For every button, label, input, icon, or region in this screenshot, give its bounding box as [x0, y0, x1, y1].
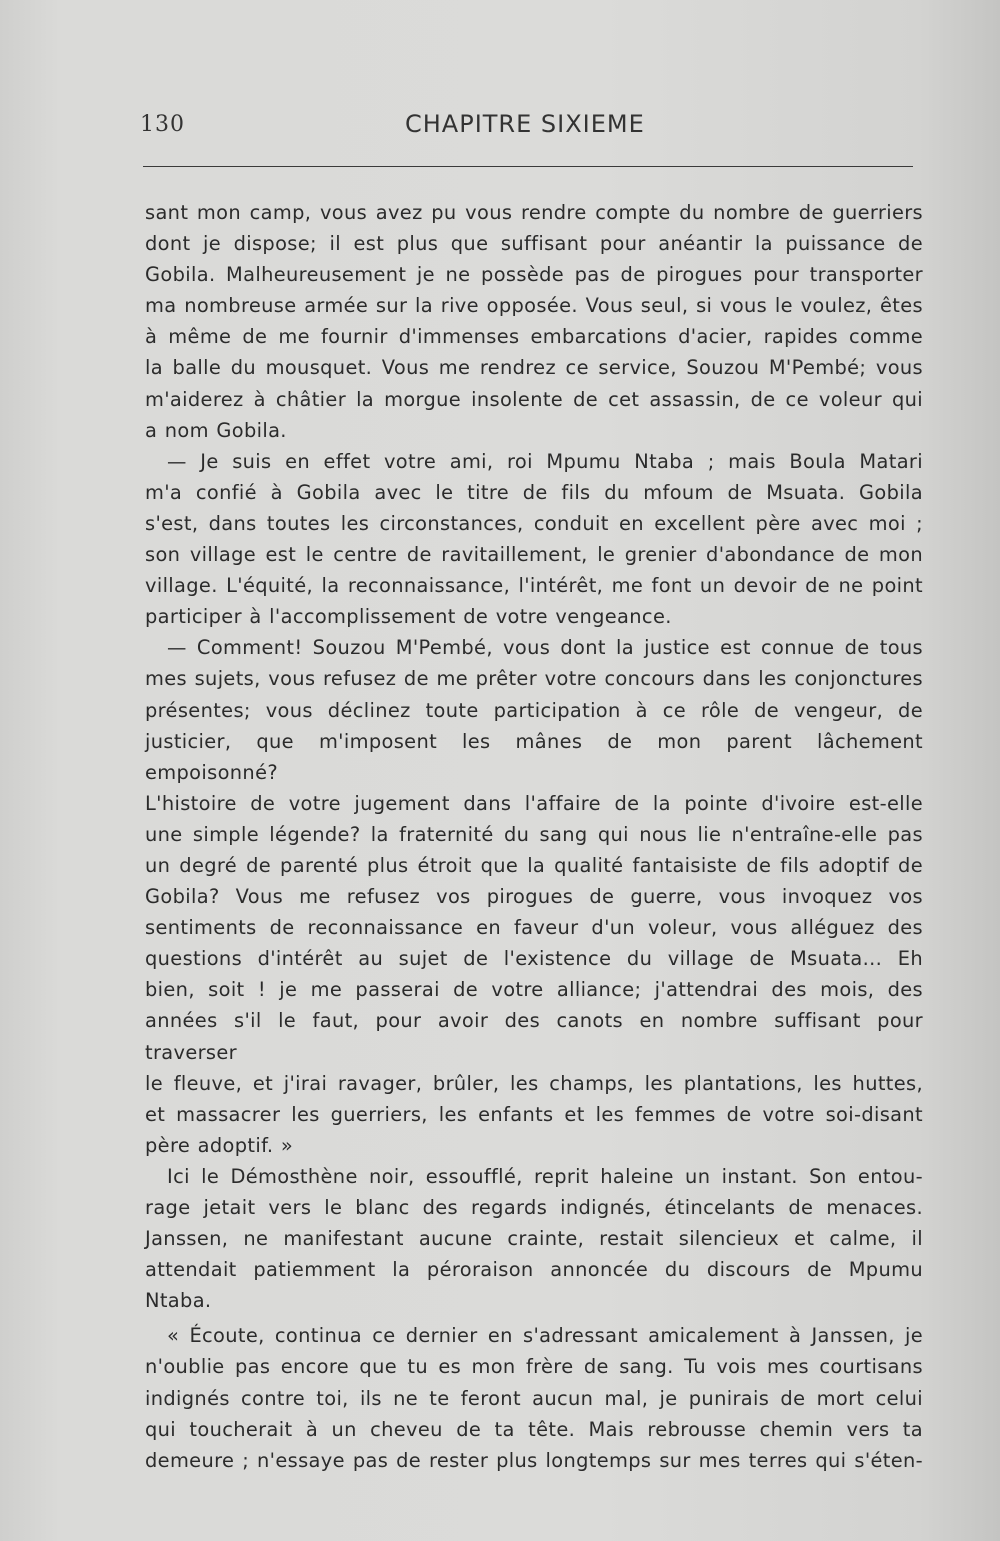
text-line: Ntaba. — [145, 1289, 212, 1313]
text-line: attendait patiemment la péroraison annoncée du discours de Mpumu — [145, 1258, 923, 1282]
text-line: n'oublie pas encore que tu es mon frère de sang. Tu vois mes courtisans — [145, 1355, 923, 1379]
text-line: village. L'équité, la reconnaissance, l'intérêt, me font un devoir de ne point — [145, 574, 923, 598]
header-rule — [143, 166, 913, 167]
text-line: justicier, que m'imposent les mânes de mon parent lâchement empoisonné? — [145, 729, 923, 784]
text-line: dont je dispose; il est plus que suffisant pour anéantir la puissance de — [145, 232, 923, 256]
text-line: L'histoire de votre jugement dans l'affaire de la pointe d'ivoire est-elle — [145, 791, 923, 815]
text-line: m'a confié à Gobila avec le titre de fils du mfoum de Msuata. Gobila — [145, 480, 923, 504]
text-line: le fleuve, et j'irai ravager, brûler, les champs, les plantations, les huttes, — [145, 1071, 923, 1095]
text-line: mes sujets, vous refusez de me prêter votre concours dans les conjonctures — [145, 667, 923, 691]
text-line: demeure ; n'essaye pas de rester plus longtemps sur mes terres qui s'éten- — [145, 1448, 923, 1472]
text-line: la balle du mousquet. Vous me rendrez ce service, Souzou M'Pembé; vous — [145, 356, 923, 380]
paragraph — [145, 632, 923, 1161]
text-line: Ici le Démosthène noir, essoufflé, reprit haleine un instant. Son entou- — [167, 1164, 923, 1188]
text-line: sentiments de reconnaissance en faveur d'un voleur, vous alléguez des — [145, 916, 923, 940]
text-line: Gobila. Malheureusement je ne possède pas de pirogues pour transporter — [145, 263, 923, 287]
text-line: son village est le centre de ravitaillement, le grenier d'abondance de mon — [145, 543, 923, 567]
paragraph — [145, 1320, 923, 1475]
text-line: années s'il le faut, pour avoir des canots en nombre suffisant pour traverser — [145, 1009, 923, 1064]
text-line: ma nombreuse armée sur la rive opposée. Vous seul, si vous le voulez, êtes — [145, 294, 923, 318]
text-line: Gobila? Vous me refusez vos pirogues de guerre, vous invoquez vos — [145, 885, 923, 909]
text-line: — Je suis en effet votre ami, roi Mpumu Ntaba ; mais Boula Matari — [167, 449, 923, 473]
text-line: a nom Gobila. — [145, 418, 287, 442]
page-number: 130 — [140, 112, 185, 137]
text-line: rage jetait vers le blanc des regards indignés, étincelants de menaces. — [145, 1196, 923, 1219]
text-line: un degré de parenté plus étroit que la qualité fantaisiste de fils adoptif de — [145, 853, 923, 877]
text-line: père adoptif. » — [145, 1133, 294, 1157]
text-line: — Comment! Souzou M'Pembé, vous dont la justice est connue de tous — [167, 636, 923, 660]
text-line: une simple légende? la fraternité du sang qui nous lie n'entraîne-elle pas — [145, 822, 923, 846]
text-line: « Écoute, continua ce dernier en s'adressant amicalement à Janssen, je — [167, 1324, 923, 1348]
text-line: à même de me fournir d'immenses embarcations d'acier, rapides comme — [145, 325, 923, 349]
paragraph — [145, 446, 923, 633]
page-header — [140, 108, 913, 140]
text-line: s'est, dans toutes les circonstances, conduit en excellent père avec moi ; — [145, 511, 923, 535]
text-line: bien, soit ! je me passerai de votre alliance; j'attendrai des mois, des — [145, 978, 923, 1002]
body-text — [145, 197, 923, 1476]
running-title: CHAPITRE SIXIEME — [405, 110, 645, 138]
text-line: questions d'intérêt au sujet de l'existence du village de Msuata... Eh — [145, 947, 923, 971]
paragraph — [145, 1161, 923, 1316]
paragraph — [145, 197, 923, 446]
text-line: présentes; vous déclinez toute participation à ce rôle de vengeur, de — [145, 698, 923, 722]
text-line: Janssen, ne manifestant aucune crainte, restait silencieux et calme, il — [145, 1227, 923, 1251]
text-line: indignés contre toi, ils ne te feront aucun mal, je punirais de mort celui — [145, 1386, 923, 1410]
text-line: participer à l'accomplissement de votre vengeance. — [145, 605, 672, 629]
text-line: m'aiderez à châtier la morgue insolente de cet assassin, de ce voleur qui — [145, 387, 923, 411]
text-line: sant mon camp, vous avez pu vous rendre compte du nombre de guerriers — [145, 201, 923, 224]
text-line: et massacrer les guerriers, les enfants et les femmes de votre soi-disant — [145, 1102, 923, 1126]
text-line: qui toucherait à un cheveu de ta tête. Mais rebrousse chemin vers ta — [145, 1417, 923, 1441]
